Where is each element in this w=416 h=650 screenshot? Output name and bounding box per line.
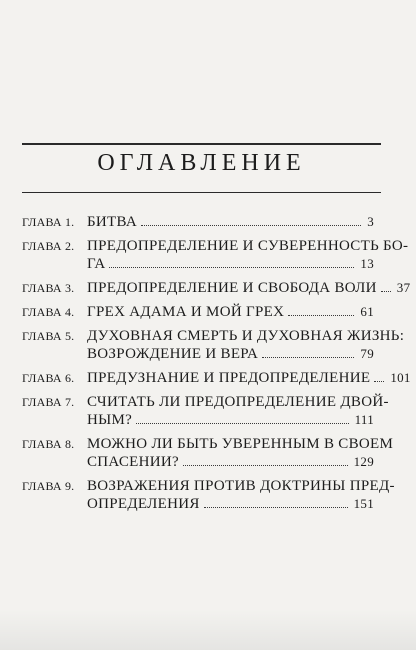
page-number: 151 <box>353 496 374 511</box>
title-rule <box>22 192 381 193</box>
chapter-title-cont: ГА <box>87 256 106 272</box>
chapter-label: ГЛАВА 3. <box>22 281 75 295</box>
chapter-title: ВОЗРАЖЕНИЯ ПРОТИВ ДОКТРИНЫ ПРЕД- <box>87 478 395 494</box>
page-shadow <box>0 610 416 650</box>
toc-list <box>22 213 411 519</box>
page-number: 129 <box>353 454 374 469</box>
toc-entry-8[interactable] <box>22 435 394 471</box>
toc-entry-2[interactable] <box>22 237 409 273</box>
chapter-label: ГЛАВА 9. <box>22 479 75 493</box>
page-number: 37 <box>396 280 411 295</box>
page-number: 13 <box>360 256 374 271</box>
chapter-title: ДУХОВНАЯ СМЕРТЬ И ДУХОВНАЯ ЖИЗНЬ: <box>87 328 405 344</box>
chapter-title: ПРЕДУЗНАНИЕ И ПРЕДОПРЕДЕЛЕНИЕ <box>87 370 371 386</box>
toc-entry-1[interactable] <box>22 213 374 231</box>
chapter-label: ГЛАВА 8. <box>22 437 75 451</box>
page-number: 111 <box>354 412 374 427</box>
toc-entry-4[interactable] <box>22 303 374 321</box>
dot-leader <box>136 423 348 424</box>
dot-leader <box>381 291 391 292</box>
toc-entry-5[interactable] <box>22 327 405 363</box>
dot-leader <box>109 267 354 268</box>
page-number: 79 <box>360 346 374 361</box>
toc-entry-9[interactable] <box>22 477 395 513</box>
toc-entry-3[interactable] <box>22 279 411 297</box>
dot-leader <box>262 357 354 358</box>
chapter-title-cont: СПАСЕНИИ? <box>87 454 179 470</box>
dot-leader <box>374 381 384 382</box>
page-number: 101 <box>390 370 411 385</box>
dot-leader <box>183 465 348 466</box>
dot-leader <box>288 315 354 316</box>
chapter-title-cont: ВОЗРОЖДЕНИЕ И ВЕРА <box>87 346 259 362</box>
toc-entry-7[interactable] <box>22 393 389 429</box>
dot-leader <box>141 225 361 226</box>
page-number: 61 <box>360 304 374 319</box>
chapter-label: ГЛАВА 6. <box>22 371 75 385</box>
top-rule <box>22 143 381 145</box>
chapter-title: СЧИТАТЬ ЛИ ПРЕДОПРЕДЕЛЕНИЕ ДВОЙ- <box>87 394 389 410</box>
chapter-label: ГЛАВА 5. <box>22 329 75 343</box>
page-number: 3 <box>367 214 374 229</box>
chapter-label: ГЛАВА 4. <box>22 305 75 319</box>
chapter-title: ПРЕДОПРЕДЕЛЕНИЕ И СВОБОДА ВОЛИ <box>87 280 377 296</box>
dot-leader <box>204 507 348 508</box>
chapter-title-cont: ОПРЕДЕЛЕНИЯ <box>87 496 200 512</box>
chapter-title-cont: НЫМ? <box>87 412 133 428</box>
chapter-label: ГЛАВА 2. <box>22 239 75 253</box>
chapter-title: ГРЕХ АДАМА И МОЙ ГРЕХ <box>87 304 285 320</box>
chapter-label: ГЛАВА 7. <box>22 395 75 409</box>
chapter-title: БИТВА <box>87 214 138 230</box>
toc-entry-6[interactable] <box>22 369 411 387</box>
page-title: ОГЛАВЛЕНИЕ <box>97 150 306 176</box>
chapter-title: МОЖНО ЛИ БЫТЬ УВЕРЕННЫМ В СВОЕМ <box>87 436 394 452</box>
chapter-label: ГЛАВА 1. <box>22 215 75 229</box>
chapter-title: ПРЕДОПРЕДЕЛЕНИЕ И СУВЕРЕННОСТЬ БО- <box>87 238 409 254</box>
